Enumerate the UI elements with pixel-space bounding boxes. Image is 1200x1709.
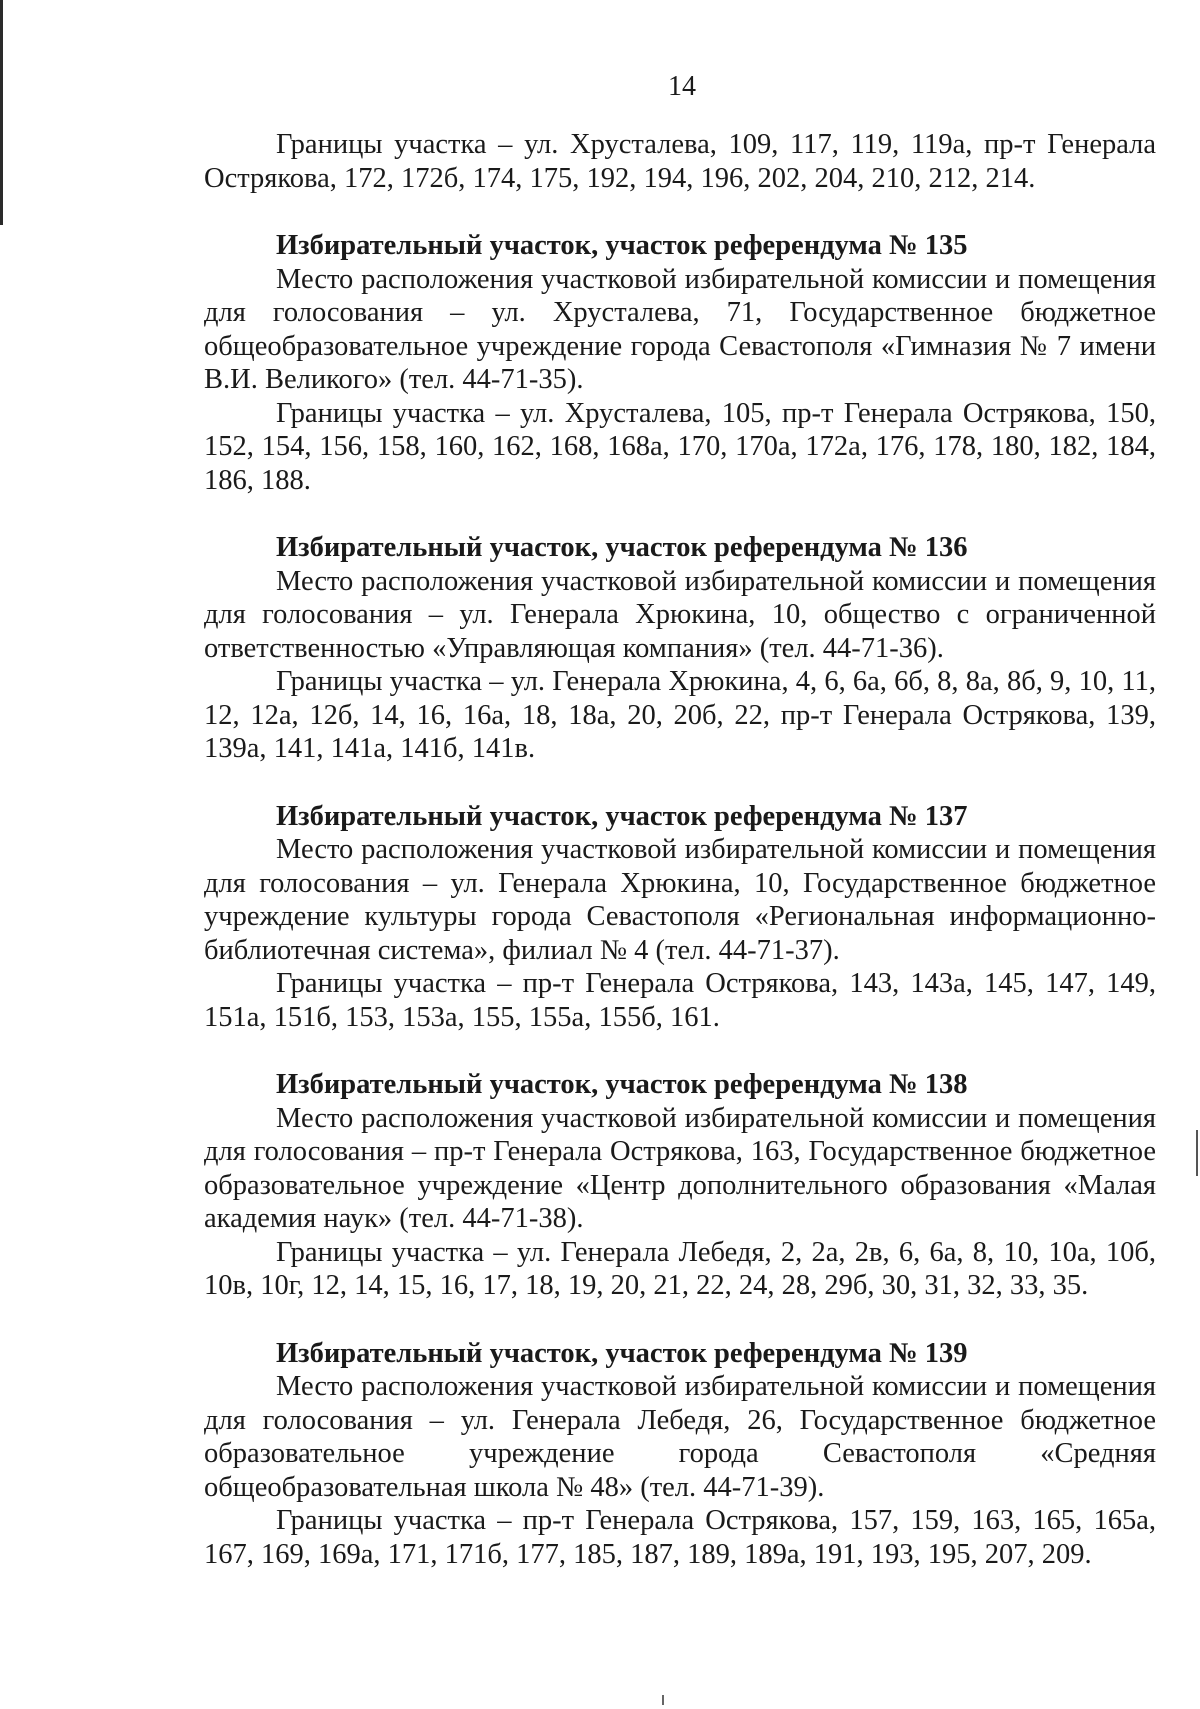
section-borders: Границы участка – ул. Генерала Лебедя, 2, 2а, 2в, 6, 6а, 8, 10, 10а, 10б, 10в, 10г, 12, 14, 15, 16, 17, 18, 19, 20, 21, 22, 24, 28, 29б, 30, 31, 32, 33, 35. [204, 1236, 1156, 1301]
section-title: Избирательный участок, участок референдума № 139 [276, 1337, 968, 1369]
section-borders: Границы участка – пр-т Генерала Острякова, 143, 143а, 145, 147, 149, 151а, 151б, 153, 153а, 155, 155а, 155б, 161. [204, 968, 1156, 1033]
section-location: Место расположения участковой избирательной комиссии и помещения для голосования – пр-т Генерала Острякова, 163, Государственное бюджетное образовательное учреждение «Центр дополнительного образования «Малая академия наук» (тел. 44-71-38). [204, 1102, 1156, 1234]
section-136 [204, 531, 1156, 766]
section-135 [204, 229, 1156, 497]
section-139 [204, 1337, 1156, 1572]
document-body [204, 128, 1156, 1571]
section-borders: Границы участка – ул. Хрусталева, 105, пр-т Генерала Острякова, 150, 152, 154, 156, 158, 160, 162, 168, 168а, 170, 170а, 172а, 176, 178, 180, 182, 184, 186, 188. [204, 397, 1156, 496]
section-borders: Границы участка – ул. Генерала Хрюкина, 4, 6, 6а, 6б, 8, 8а, 8б, 9, 10, 11, 12, 12а, 12б, 14, 16, 16а, 18, 18а, 20, 20б, 22, пр-т Генерала Острякова, 139, 139а, 141, 141а, 141б, 141в. [204, 666, 1156, 764]
section-location: Место расположения участковой избирательной комиссии и помещения для голосования – ул. Хрусталева, 71, Государственное бюджетное общеобразовательное учреждение города Севастополя «Гимназия № 7 имени В.И. Великого» (тел. 44-71-35). [204, 263, 1156, 395]
section-title: Избирательный участок, участок референдума № 138 [276, 1069, 968, 1100]
scan-mark-right [1196, 1130, 1198, 1176]
section-location: Место расположения участковой избирательной комиссии и помещения для голосования – ул. Генерала Хрюкина, 10, Государственное бюджетное учреждение культуры города Севастополя «Региональная информационно-библиотечная система», филиал № 4 (тел. 44-71-37). [204, 834, 1156, 966]
section-title: Избирательный участок, участок референдума № 136 [276, 532, 968, 563]
section-title: Избирательный участок, участок референдума № 135 [276, 230, 968, 261]
scan-mark-bottom [662, 1695, 664, 1705]
section-borders: Границы участка – пр-т Генерала Острякова, 157, 159, 163, 165, 165а, 167, 169, 169а, 171, 171б, 177, 185, 187, 189, 189а, 191, 193, 195, 207, 209. [204, 1505, 1156, 1570]
section-138 [204, 1068, 1156, 1303]
page-number: 14 [668, 71, 696, 102]
intro-borders: Границы участка – ул. Хрусталева, 109, 117, 119, 119а, пр-т Генерала Острякова, 172, 172б, 174, 175, 192, 194, 196, 202, 204, 210, 212, 214. [204, 129, 1156, 194]
scan-edge-left [0, 0, 3, 225]
section-137 [204, 800, 1156, 1035]
section-location: Место расположения участковой избирательной комиссии и помещения для голосования – ул. Генерала Хрюкина, 10, общество с ограниченной ответственностью «Управляющая компания» (тел. 44-71-36). [204, 565, 1156, 664]
section-title: Избирательный участок, участок референдума № 137 [276, 800, 968, 832]
section-location: Место расположения участковой избирательной комиссии и помещения для голосования – ул. Генерала Лебедя, 26, Государственное бюджетное образовательное учреждение города Севастополя «Средняя общеобразовательная школа № 48» (тел. 44-71-39). [204, 1371, 1156, 1503]
